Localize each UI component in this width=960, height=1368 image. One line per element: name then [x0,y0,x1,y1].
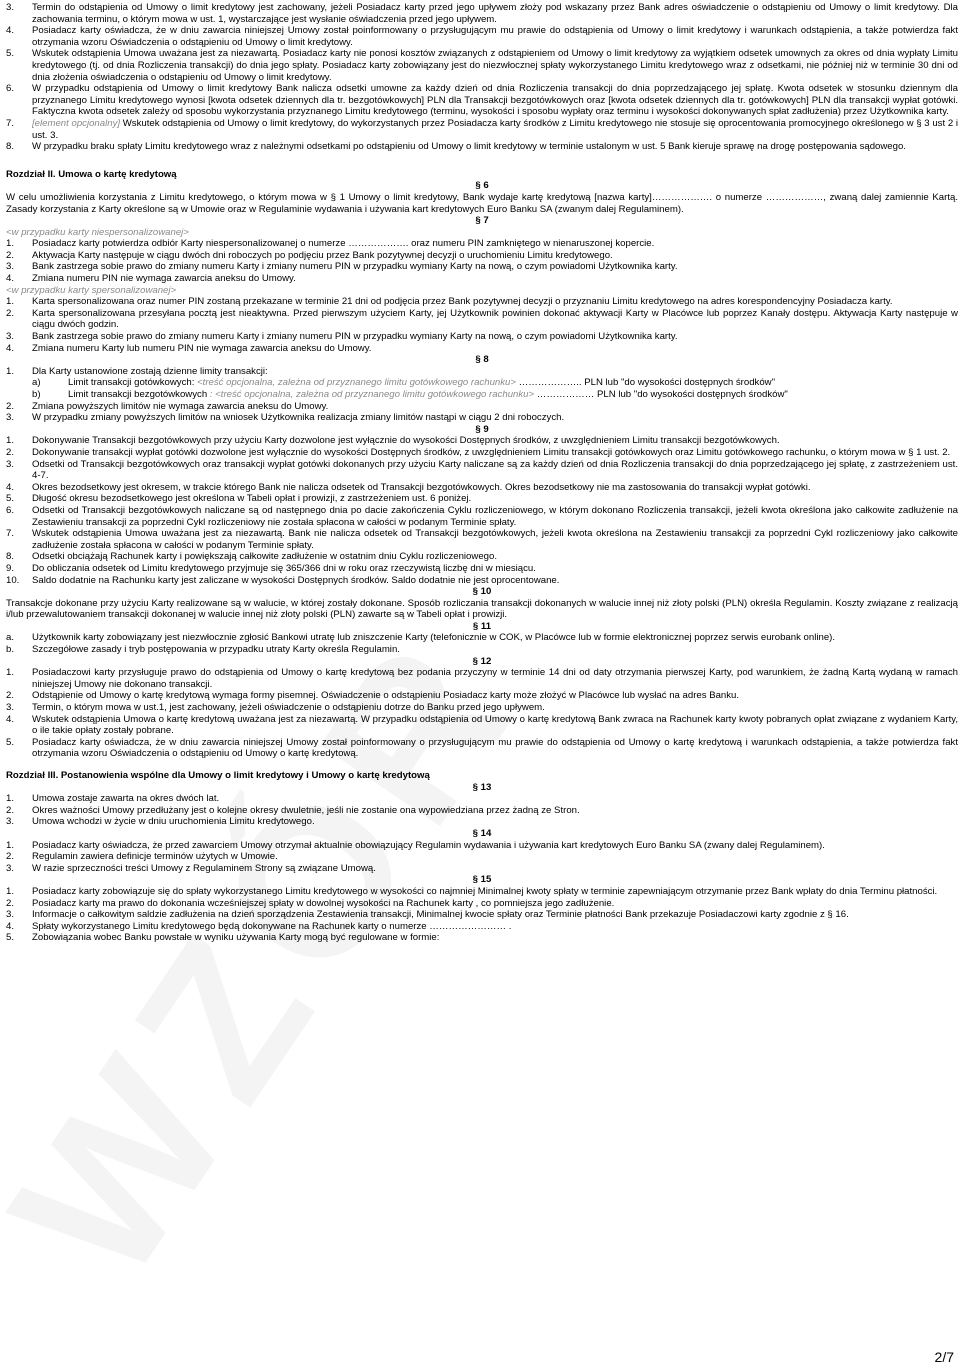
item-text [32,551,958,563]
item-body: Saldo dodatnie na Rachunku karty jest zaliczane w wysokości Dostępnych środków. Saldo dodatnie nie jest oprocentowane. [32,574,560,586]
list-item [6,83,958,118]
list-item [6,644,958,656]
item-body: Dokonywanie Transakcji bezgotówkowych przy użyciu Karty dozwolone jest wyłącznie do wysokości Dostępnych środków, z uwzględnieniem Limitu transakcji bezgotówkowych. [32,435,780,447]
item-number: 2. [6,400,15,412]
item-body: Karta spersonalizowana przesyłana pocztą jest nieaktywna. Przed pierwszym użyciem Karty, jej Użytkownik powinien dokonać aktywacji Karty w Placówce lub poprzez Kanały dostępu. Aktywacja Karty następuje w ciągu dwóch godzin. [32,307,958,331]
item-body: Wskutek odstąpienia Umowa o kartę kredytową uważana jest za niezawartą. W przypadku odstąpienia od Umowy o kartę kredytową Bank zwraca na Rachunek karty kwoty pobranych opłat związane z wydaniem Karty, o ile takie opłaty zostały pobrane. [32,713,958,737]
item-text: W przypadku zmiany powyższych limitów na wniosek Użytkownika realizacja zmiany limitów nastąpi w ciągu 2 dni roboczych. [32,412,565,424]
item-number: 2. [6,249,15,261]
list-item [6,435,958,447]
item-body: Wskutek odstąpienia Umowa uważana jest za niezawartą. Bank nie nalicza odsetek od Transakcji bezgotówkowych, jeżeli kwota określona na Zestawieniu transakcji za poprzedni Cykl rozliczeniowy jako całkowite zadłużenie została spłacona w całości w podanym Terminie spłaty. [32,528,958,551]
item-text [32,714,958,737]
list-item [6,690,958,702]
list-item [6,551,958,563]
list-item [6,296,958,308]
item-body: Posiadacz karty potwierdza odbiór Karty niespersonalizowanej o numerze ………………. oraz numeru PIN zamkniętego w nienaruszonej kopercie. [32,238,655,250]
item-body: Odstąpienie od Umowy o kartę kredytową wymaga formy pisemnej. Oświadczenie o odstąpieniu Posiadacz karty może złożyć w Placówce lub wysłać na adres Banku. [32,690,740,702]
list-item [6,2,958,25]
item-number: 4. [6,25,15,37]
item-text [32,250,958,262]
list-item [6,308,958,331]
sub-item [6,377,958,389]
document-page [6,2,958,944]
item-text [32,921,958,933]
section-title: § 8 [475,354,489,366]
item-body: Okres ważności Umowy przedłużany jest o kolejne okresy dwuletnie, jeśli nie zostanie ona wypowiedziana przez żadną ze Stron. [32,804,580,816]
section-title: § 13 [472,781,492,793]
item-number: 5. [6,48,15,60]
item-text [32,575,958,587]
item-body: Bank zastrzega sobie prawo do zmiany numeru Karty i zmiany numeru PIN w przypadku wymiany Karty na nową, o czym powiadomi Użytkownika karty. [32,331,678,343]
item-body: Zmiana numeru Karty lub numeru PIN nie wymaga zawarcia aneksu do Umowy. [32,342,372,354]
sub-item-letter: a) [32,377,41,389]
item-body: Aktywacja Karty następuje w ciągu dwóch dni roboczych po podjęciu przez Bank pozytywnej decyzji o uruchomieniu Limitu kredytowego. [32,249,613,261]
list-item [6,909,958,921]
item-number: 1. [6,839,15,851]
spacer [6,153,958,159]
item-number: 3. [6,816,15,828]
list-item [6,575,958,587]
list-item [6,702,958,714]
sub-item-text [68,377,958,389]
item-number: 9. [6,562,15,574]
item-body: Posiadacz karty oświadcza, że w dniu zawarcia niniejszej Umowy został poinformowany o przysługującym mu prawie do odstąpienia od Umowy o kartę kredytową i warunkach odstąpienia, a także potwierdza fakt otrzymania wzoru Oświadczenia o odstąpieniu od Umowy o kartę kredytową. [32,736,958,760]
item-number: 1. [6,365,15,377]
optional-note: <w przypadku karty spersonalizowanej> [6,284,177,296]
item-text [32,851,958,863]
limit-value: ……………… PLN lub "do wysokości dostępnych środków" [536,389,788,400]
list-item [6,851,958,863]
item-text [32,805,958,817]
item-body: Do obliczania odsetek od Limitu kredytowego przyjmuje się 365/366 dni w roku oraz rzeczywistą liczbę dni w miesiącu. [32,562,536,574]
item-number: 7. [6,117,15,129]
item-body: Posiadacz karty oświadcza, że przed zawarciem Umowy otrzymał aktualnie obowiązujący Regulamin wydawania i używania kart kredytowych Euro Banku SA (zwany dalej Regulaminem). [32,839,825,851]
sub-item-text [68,389,958,401]
section-title: § 12 [472,655,492,667]
item-text [32,343,958,355]
item-text [32,737,958,760]
item-body: Karta spersonalizowana oraz numer PIN zostaną przekazane w terminie 21 dni od podjęcia przez Bank pozytywnej decyzji o przyznaniu Limitu kredytowego na adres korespondencyjny Posiadacza karty. [32,296,893,308]
list-item [6,141,958,153]
item-number: b. [6,644,15,656]
chapter-heading: Rozdział III. Postanowienia wspólne dla Umowy o limit kredytowy i Umowy o kartę kredytową [6,770,430,781]
item-number: 3. [6,862,15,874]
item-number: 1. [6,667,15,679]
item-number: 4. [6,713,15,725]
item-body: Wskutek odstąpienia Umowa uważana jest za niezawartą. Posiadacz karty nie ponosi kosztów związanych z odstąpieniem od Umowy o limit kredytowy za wyjątkiem odsetek umownych za okres od dnia wypłaty Limitu kredytowego (tj. od dnia Rozliczenia transakcji) do dnia jego spłaty. Posiadacz karty zobowiązany jest do niezwłocznej spłaty wykorzystanego Limitu kredytowego wraz z odsetkami, nie później niż w terminie 30 dni od dnia złożenia oświadczenia o odstąpieniu od Umowy o limit kredytowy. [32,48,958,83]
item-text [32,118,958,141]
item-number: 2. [6,690,15,702]
limit-value: ……………….. PLN lub "do wysokości dostępnych środków" [518,377,775,389]
item-number: 2. [6,851,15,863]
list-item [6,932,958,944]
item-text [32,493,958,505]
item-number: 3. [6,458,15,470]
paragraph: Transakcje dokonane przy użyciu Karty realizowane są w walucie, w której zostały dokonane. Sposób rozliczania transakcji dokonanych w walucie innej niż złoty polski (PLN) określa Regulamin. Koszty związane z realizacją i/lub przewalutowaniem transakcji dokonanej w walucie innej niż złoty polski (PLN) zawarte są w Tabeli opłat i prowizji. [6,597,958,621]
list-item [6,793,958,805]
item-body: Zobowiązania wobec Banku powstałe w wyniku używania Karty mogą być regulowane w formie: [32,932,440,944]
list-item [6,412,958,424]
item-body: Regulamin zawiera definicje terminów użytych w Umowie. [32,851,278,863]
item-number: 8. [6,551,15,563]
item-text [32,886,958,898]
item-number: 1. [6,435,15,447]
list-item [6,737,958,760]
section-title: § 9 [475,423,489,435]
item-body: Umowa zostaje zawarta na okres dwóch lat. [32,793,220,805]
item-body: Posiadaczowi karty przysługuje prawo do odstąpienia od Umowy o kartę kredytową bez podania przyczyny w terminie 14 dni od daty otrzymania pierwszej Karty, pod warunkiem, że żadną Kartą wydaną w ramach niniejszej Umowy nie dokonano transakcji. [32,667,958,690]
item-text: Dla Karty ustanowione zostają dzienne limity transakcji: [32,365,268,377]
list-item [6,331,958,343]
item-text [32,141,958,153]
paragraph: W celu umożliwienia korzystania z Limitu kredytowego, o którym mowa w § 1 Umowy o limit kredytowy, Bank wydaje kartę kredytową [nazwa karty]………………. o numerze ………………, zwaną dalej zamiennie Kartą. Zasady korzystania z Karty określone są w Umowie oraz w Regulaminie wydawania i używania kart kredytowych Euro Banku SA (zwanym dalej Regulaminem). [6,191,958,215]
optional-note: <w przypadku karty niespersonalizowanej> [6,226,189,238]
optional-element-note: [element opcjonalny] [32,117,121,129]
list-item [6,493,958,505]
item-text [32,702,958,714]
item-text [32,482,958,494]
item-number: 4. [6,342,15,354]
item-number: 2. [6,804,15,816]
item-body: Posiadacz karty zobowiązuje się do spłaty wykorzystanego Limitu kredytowego w wysokości co najmniej Minimalnej kwoty spłaty w terminie zapewniającym otrzymanie przez Bank wpłaty do dnia Terminu płatności. [32,885,938,897]
item-number: 3. [6,412,15,424]
section-title: § 11 [472,620,492,632]
list-item [6,863,958,875]
item-text [32,447,958,459]
item-number: 5. [6,493,15,505]
item-body: Termin do odstąpienia od Umowy o limit kredytowy jest zachowany, jeżeli Posiadacz karty przed jego upływem złoży pod wskazany przez Bank adres oświadczenie o odstąpieniu od Umowy o limit kredytowy. Dla zachowania terminu, o którym mowa w ust. 1, wystarczające jest wysłanie oświadczenia przed jego upływem. [32,2,958,25]
item-text [32,48,958,83]
item-body: W razie sprzeczności treści Umowy z Regulaminem Strony są związane Umową. [32,862,376,874]
limit-label: Limit transakcji bezgotówkowych [68,389,208,400]
item-text [32,632,958,644]
item-text [32,2,958,25]
section-title: § 10 [472,586,492,598]
item-number: a. [6,632,15,644]
page-number: 2/7 [934,1349,954,1366]
item-number: 5. [6,736,15,748]
list-item [6,343,958,355]
list-item [6,528,958,551]
chapter-heading: Rozdział II. Umowa o kartę kredytową [6,168,177,180]
list-item [6,482,958,494]
list-item [6,667,958,690]
item-text [32,644,958,656]
list-item [6,714,958,737]
item-body: Termin, o którym mowa w ust.1, jest zachowany, jeżeli oświadczenie o odstąpieniu dotrze do Banku przed jego upływem. [32,702,545,714]
list-item [6,921,958,933]
section-title: § 15 [472,874,492,886]
list-item [6,816,958,828]
item-number: 6. [6,504,15,516]
item-number: 3. [6,909,15,921]
item-text [32,435,958,447]
list-item [6,118,958,141]
item-text [32,840,958,852]
item-body: Wskutek odstąpienia od Umowy o limit kredytowy, do wykorzystanych przez Posiadacza karty środków z Limitu kredytowego nie stosuje się oprocentowania promocyjnego określonego w § 3 ust 2 i ust. 3. [32,117,958,141]
section-title: § 6 [475,180,489,192]
item-number: 5. [6,932,15,944]
item-text [32,563,958,575]
item-text [32,667,958,690]
item-body: Okres bezodsetkowy jest okresem, w trakcie którego Bank nie nalicza odsetek od Transakcji bezgotówkowych. Okres bezodsetkowy nie ma zastosowania do transakcji wypłat gotówki. [32,481,811,493]
item-text [32,308,958,331]
item-body: Umowa wchodzi w życie w dniu uruchomienia Limitu kredytowego. [32,816,315,828]
sub-item-letter: b) [32,389,41,400]
item-body: Szczegółowe zasady i tryb postępowania w przypadku utraty Karty określa Regulamin. [32,644,400,656]
item-number: 6. [6,83,15,95]
item-number: 2. [6,897,15,909]
item-number: 1. [6,885,15,897]
item-number: 3. [6,702,15,714]
item-text [32,296,958,308]
item-text [32,528,958,551]
item-body: Odsetki od Transakcji bezgotówkowych naliczane są od następnego dnia po dacie zakończenia Cyklu rozliczeniowego, w którym dokonano Rozliczenia transakcji, jeżeli kwota określona jako całkowite zadłużenie na Zestawieniu transakcji za poprzedni Cykl rozliczeniowy nie została spłacona w całości w podanym Terminie spłaty. [32,504,958,528]
item-body: Odsetki obciążają Rachunek karty i powiększają całkowite zadłużenie w ostatnim dniu Cyklu rozliczeniowego. [32,551,497,563]
list-item [6,898,958,910]
list-item [6,447,958,459]
list-item [6,459,958,482]
list-item [6,48,958,83]
item-number: 2. [6,446,15,458]
item-text [32,25,958,48]
item-body: Długość okresu bezodsetkowego jest określona w Tabeli opłat i prowizji, z zastrzeżeniem ust. 6 poniżej. [32,493,472,505]
list-item [6,840,958,852]
item-text [32,816,958,828]
list-item [6,25,958,48]
item-number: 4. [6,273,15,285]
item-text [32,273,958,285]
item-text [32,331,958,343]
item-body: Dokonywanie transakcji wypłat gotówki dozwolone jest wyłącznie do wysokości Dostępnych środków, z uwzględnieniem Limitu transakcji gotówkowych oraz Limitu gotówkowego rachunku, o którym mowa w § 1 ust. 2. [32,446,951,458]
item-text [32,238,958,250]
item-body: Bank zastrzega sobie prawo do zmiany numeru Karty i zmiany numeru PIN w przypadku wymiany Karty na nową, o czym powiadomi Użytkownika karty. [32,261,678,273]
list-item [6,273,958,285]
item-number: 3. [6,331,15,343]
optional-note: : <treść opcjonalna, zależna od przyznanego limitu gotówkowego rachunku> [209,389,535,400]
item-number: 10. [6,574,20,586]
item-body: W przypadku braku spłaty Limitu kredytowego wraz z należnymi odsetkami po odstąpieniu od Umowy o limit kredytowy w terminie ustalonym w ust. 5 Bank kieruje sprawę na drogę postępowania sądowego. [32,141,906,153]
item-text [32,898,958,910]
item-number: 1. [6,793,15,805]
item-text [32,505,958,528]
item-number: 4. [6,920,15,932]
item-number: 2. [6,307,15,319]
item-number: 1. [6,238,15,250]
item-body: Informacje o całkowitym saldzie zadłużenia na dzień sporządzenia Zestawienia transakcji, Minimalnej kwocie spłaty oraz Terminie płatności Bank przekazuje Posiadaczowi karty zgodnie z § 16. [32,909,849,921]
item-text [32,690,958,702]
list-item [6,261,958,273]
sub-item [6,389,958,401]
item-body: Zmiana numeru PIN nie wymaga zawarcia aneksu do Umowy. [32,273,296,285]
item-body: W przypadku odstąpienia od Umowy o limit kredytowy Bank nalicza odsetki umowne za każdy dzień od dnia Rozliczenia transakcji do dnia poprzedzającego jej spłatę. Kwota odsetek w stosunku dziennym dla przyznanego Limitu kredytowego wynosi [kwota odsetek dziennych dla tr. bezgotówkowych] PLN dla Transakcji bezgotówkowych oraz [kwota odsetek dziennych dla tr. gotówkowych] PLN dla transakcji wypłat gotówki. Faktyczna kwota odsetek zależy od sposobu wykorzystania przyznanego Limitu kredytowego (terminu, wysokości i sposobu wypłaty oraz terminu i wysokości dokonywanych spłat zadłużenia) przez Użytkownika karty. [32,83,958,118]
list-item [6,805,958,817]
item-text [32,83,958,118]
list-item [6,250,958,262]
item-number: 1. [6,296,15,308]
item-text [32,261,958,273]
item-text [32,863,958,875]
item-text [32,459,958,482]
item-body: Posiadacz karty oświadcza, że w dniu zawarcia niniejszej Umowy został poinformowany o przysługującym mu prawie do odstąpienia od Umowy o limit kredytowy i warunkach odstąpienia, a także potwierdza fakt otrzymania wzoru Oświadczenia o odstąpieniu od Umowy o limit kredytowy. [32,25,958,48]
item-text [32,793,958,805]
item-text [32,909,958,921]
list-item [6,505,958,528]
item-number: 4. [6,481,15,493]
list-item [6,238,958,250]
item-text: Zmiana powyższych limitów nie wymaga zawarcia aneksu do Umowy. [32,400,329,412]
list-item [6,886,958,898]
list-item [6,401,958,413]
list-item [6,632,958,644]
item-number: 3. [6,261,15,273]
list-item [6,366,958,378]
item-number: 3. [6,2,15,13]
item-number: 7. [6,528,15,540]
item-body: Posiadacz karty ma prawo do dokonania wcześniejszej spłaty w dowolnej wysokości na Rachunek karty , co pomniejsza jego zadłużenie. [32,897,615,909]
item-body: Użytkownik karty zobowiązany jest niezwłocznie zgłosić Bankowi utratę lub zniszczenie Karty (telefonicznie w COK, w Placówce lub w formie elektronicznej poprzez serwis eurobank online). [32,632,836,644]
section-title: § 14 [472,827,492,839]
list-item [6,563,958,575]
item-text [32,932,958,944]
limit-label: Limit transakcji gotówkowych: [68,377,195,389]
item-number: 8. [6,141,15,153]
optional-note: <treść opcjonalna, zależna od przyznanego limitu gotówkowego rachunku> [197,377,516,389]
item-body: Spłaty wykorzystanego Limitu kredytowego będą dokonywane na Rachunek karty o numerze …………………… . [32,920,512,932]
item-body: Odsetki od Transakcji bezgotówkowych oraz transakcji wypłat gotówki dokonanych przy użyciu Karty naliczane są za każdy dzień od dnia Rozliczenia transakcji do dnia poprzedzającego jej spłatę, z zastrzeżeniem ust. 4-7. [32,458,958,482]
section-title: § 7 [475,215,489,227]
